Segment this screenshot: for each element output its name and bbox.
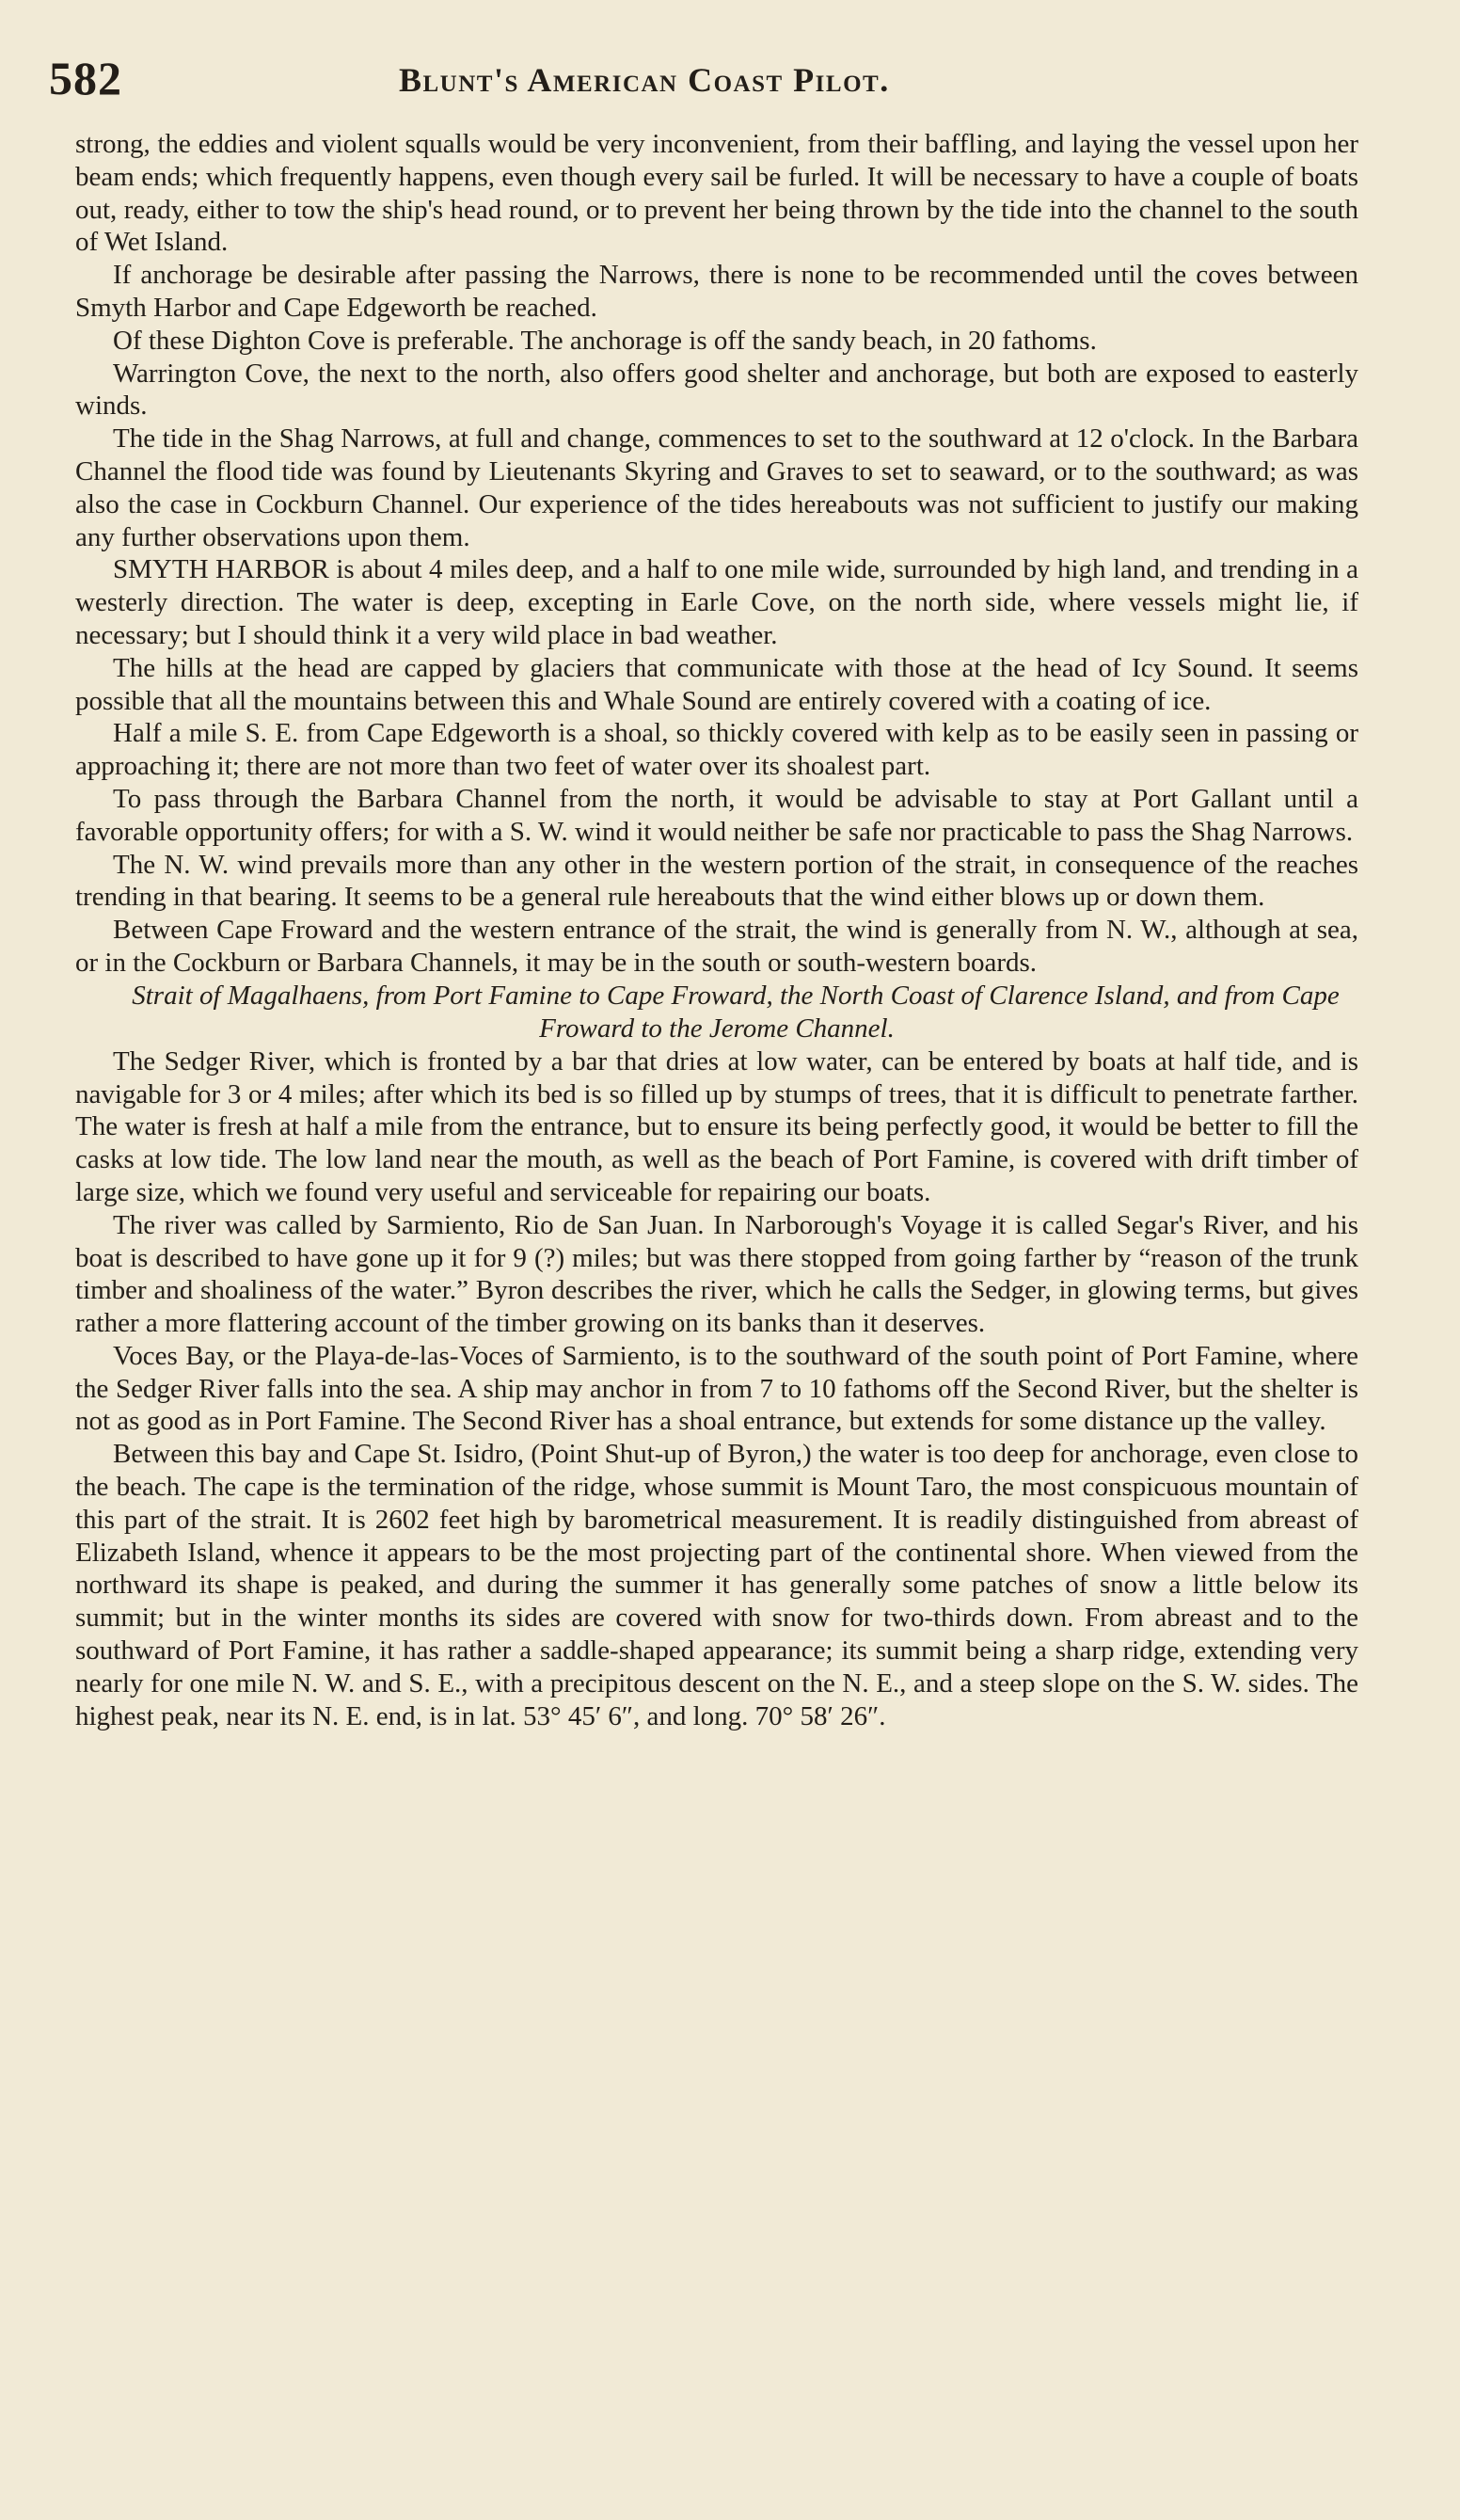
paragraph: Warrington Cove, the next to the north, also offers good shelter and anchorage, but both are exposed to easterly winds. [75,358,1358,422]
paragraph: Half a mile S. E. from Cape Edgeworth is a shoal, so thickly covered with kelp as to be easily seen in passing or approaching it; there are not more than two feet of water over its shoalest part. [75,718,1358,782]
paragraph: The Sedger River, which is fronted by a bar that dries at low water, can be entered by boats at half tide, and is navigable for 3 or 4 miles; after which its bed is so filled up by stumps of trees, that it is difficult to penetrate farther. The water is fresh at half a mile from the entrance, but to ensure its being perfectly good, it would be better to fill the casks at low tide. The low land near the mouth, as well as the beach of Port Famine, is covered with drift timber of large size, which we found very useful and serviceable for repairing our boats. [75,1045,1358,1207]
body-text [75,128,1358,1732]
running-head: Blunt's American Coast Pilot. [399,61,890,99]
paragraph: To pass through the Barbara Channel from the north, it would be advisable to stay at Port Gallant until a favorable opportunity offers; for with a S. W. wind it would neither be safe nor practicable to pass the Shag Narrows. [75,783,1358,847]
paragraph: The river was called by Sarmiento, Rio de San Juan. In Narborough's Voyage it is called Segar's River, and his boat is described to have gone up it for 9 (?) miles; but was there stopped from going farther by “reason of the trunk timber and shoaliness of the water.” Byron describes the river, which he calls the Sedger, in glowing terms, but gives rather a more flattering account of the timber growing on its banks than it deserves. [75,1209,1358,1339]
paragraph: The N. W. wind prevails more than any other in the western portion of the strait, in consequence of the reaches trending in that bearing. It seems to be a general rule hereabouts that the wind either blows up or down them. [75,849,1358,913]
paragraph: Between Cape Froward and the western entrance of the strait, the wind is generally from N. W., although at sea, or in the Cockburn or Barbara Channels, it may be in the south or south-western boards. [75,915,1358,978]
paragraph: Of these Dighton Cove is preferable. The anchorage is off the sandy beach, in 20 fathoms. [113,325,1097,356]
page-header [49,51,1366,107]
section-heading: Strait of Magalhaens, from Port Famine to Cape Froward, the North Coast of Clarence Island, and from Cape Froward to the Jerome Channel. [132,980,1340,1044]
paragraph: If anchorage be desirable after passing the Narrows, there is none to be recommended until the coves between Smyth Harbor and Cape Edgeworth be reached. [75,260,1358,323]
paragraph: The tide in the Shag Narrows, at full and change, commences to set to the southward at 12 o'clock. In the Barbara Channel the flood tide was found by Lieutenants Skyring and Graves to set to seaward, or to the southward; as was also the case in Cockburn Channel. Our experience of the tides hereabouts was not sufficient to justify our making any further observations upon them. [75,423,1358,552]
paragraph: SMYTH HARBOR is about 4 miles deep, and a half to one mile wide, surrounded by high land, and trending in a westerly direction. The water is deep, excepting in Earle Cove, on the north side, where vessels might lie, if necessary; but I should think it a very wild place in bad weather. [75,554,1358,650]
paragraph: The hills at the head are capped by glaciers that communicate with those at the head of Icy Sound. It seems possible that all the mountains between this and Whale Sound are entirely covered with a coating of ice. [75,652,1358,716]
paragraph: Between this bay and Cape St. Isidro, (Point Shut-up of Byron,) the water is too deep for anchorage, even close to the beach. The cape is the termination of the ridge, whose summit is Mount Taro, the most conspicuous mountain of this part of the strait. It is 2602 feet high by barometrical measurement. It is readily distinguished from abreast of Elizabeth Island, whence it appears to be the most projecting part of the continental shore. When viewed from the northward its shape is peaked, and during the summer it has generally some patches of snow a little below its summit; but in the winter months its sides are covered with snow for two-thirds down. From abreast and to the southward of Port Famine, it has rather a saddle-shaped appearance; its summit being a sharp ridge, extending very nearly for one mile N. W. and S. E., with a precipitous descent on the N. E., and a steep slope on the S. W. sides. The highest peak, near its N. E. end, is in lat. 53° 45′ 6″, and long. 70° 58′ 26″. [75,1439,1358,1731]
paragraph: Voces Bay, or the Playa-de-las-Voces of Sarmiento, is to the southward of the south point of Port Famine, where the Sedger River falls into the sea. A ship may anchor in from 7 to 10 fathoms off the Second River, but the shelter is not as good as in Port Famine. The Second River has a shoal entrance, but extends for some distance up the valley. [75,1340,1358,1437]
paragraph: strong, the eddies and violent squalls would be very inconvenient, from their baffling, and laying the vessel upon her beam ends; which frequently happens, even though every sail be furled. It will be necessary to have a couple of boats out, ready, either to tow the ship's head round, or to prevent her being thrown by the tide into the channel to the south of Wet Island. [75,129,1358,258]
page-number: 582 [49,52,122,104]
